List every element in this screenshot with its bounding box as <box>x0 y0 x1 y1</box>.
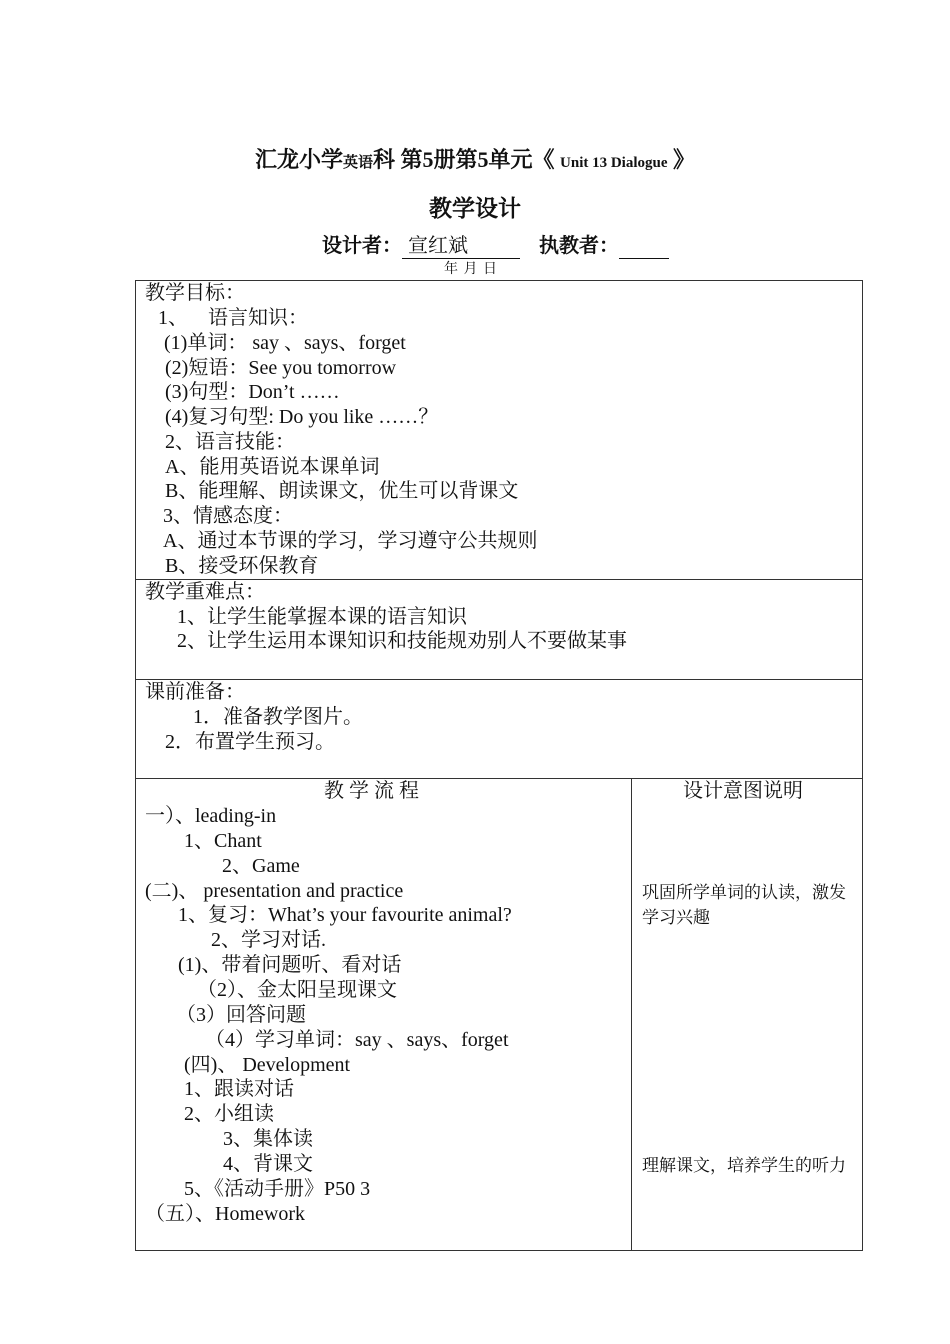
objective-line: B、接受环保教育 <box>165 555 319 577</box>
objective-line: 2、语言技能： <box>165 431 295 453</box>
keypoint-line: 2、让学生运用本课知识和技能规劝别人不要做某事 <box>177 630 627 652</box>
process-line: 2、Game <box>222 855 300 877</box>
objective-line: 3、情感态度： <box>163 505 293 527</box>
process-heading: 教 学 流 程 <box>324 780 419 802</box>
process-line: 5、《活动手册》P50 3 <box>184 1178 371 1200</box>
process-line: 2、学习对话. <box>211 929 326 951</box>
objective-line: (4)复习句型: Do you like ……？ <box>165 406 439 428</box>
column-divider-process <box>631 778 632 1250</box>
title-unit: 5 <box>477 147 489 172</box>
designer-name: 宣红斌 <box>408 235 468 257</box>
title-school: 汇龙小学 <box>254 147 343 172</box>
intent-note: 理解课文，培养学生的听力 <box>642 1156 846 1175</box>
process-line: 1、Chant <box>184 830 262 852</box>
process-line: (四)、 Development <box>184 1054 351 1076</box>
process-line: 4、背课文 <box>223 1153 313 1175</box>
intent-note: 巩固所学单词的认读，激发学习兴趣 <box>642 883 846 927</box>
process-line: （3）回答问题 <box>176 1004 306 1026</box>
document-title <box>0 143 950 174</box>
preparation-line: 1．准备教学图片。 <box>193 706 363 728</box>
objective-line: 1、 语言知识： <box>158 307 308 329</box>
process-line: 3、集体读 <box>223 1128 313 1150</box>
teacher-name-blank <box>619 235 669 259</box>
objectives-heading: 教学目标： <box>145 282 245 304</box>
process-line: （4）学习单词：say 、says、forget <box>205 1029 509 1051</box>
preparation-heading: 课前准备： <box>145 681 245 703</box>
title-subject-suffix: 科 第 <box>372 147 423 172</box>
process-line: 1、跟读对话 <box>184 1078 294 1100</box>
title-volume-suffix: 册第 <box>433 147 478 172</box>
objective-line: A、能用英语说本课单词 <box>165 456 380 478</box>
objective-line: (1)单词： say 、says、forget <box>164 332 406 354</box>
keypoint-line: 1、让学生能掌握本课的语言知识 <box>177 606 467 628</box>
process-line: （五）、Homework <box>145 1203 305 1225</box>
objective-line: (2)短语：See you tomorrow <box>165 357 397 379</box>
process-line: (1)、带着问题听、看对话 <box>178 954 402 976</box>
intent-heading: 设计意图说明 <box>683 780 803 802</box>
designer-line <box>322 229 669 259</box>
process-line: 一）、leading-in <box>145 805 277 827</box>
process-line: （2）、金太阳呈现课文 <box>197 979 397 1001</box>
teacher-label: 执教者： <box>539 235 619 257</box>
process-line: 1、复习：What’s your favourite animal? <box>178 904 512 926</box>
objective-line: (3)句型：Don’t …… <box>165 381 340 403</box>
preparation-line: 2．布置学生预习。 <box>165 731 335 753</box>
title-close-bracket: 》 <box>673 147 696 172</box>
title-subject: 英语 <box>342 155 373 171</box>
title-unit-suffix: 单元《 <box>488 147 555 172</box>
date-line: 年 月 日 <box>444 262 498 277</box>
objective-line: A、通过本节课的学习，学习遵守公共规则 <box>163 530 538 552</box>
document-subtitle: 教学设计 <box>429 196 521 221</box>
title-volume: 5 <box>422 147 434 172</box>
title-lesson: Unit 13 Dialogue <box>560 155 668 171</box>
process-line: 2、小组读 <box>184 1103 274 1125</box>
keypoints-heading: 教学重难点： <box>145 581 265 603</box>
objective-line: B、能理解、朗读课文，优生可以背课文 <box>165 480 519 502</box>
designer-label: 设计者： <box>322 235 402 257</box>
designer-name-field <box>402 229 520 259</box>
process-line: (二)、 presentation and practice <box>145 880 404 902</box>
